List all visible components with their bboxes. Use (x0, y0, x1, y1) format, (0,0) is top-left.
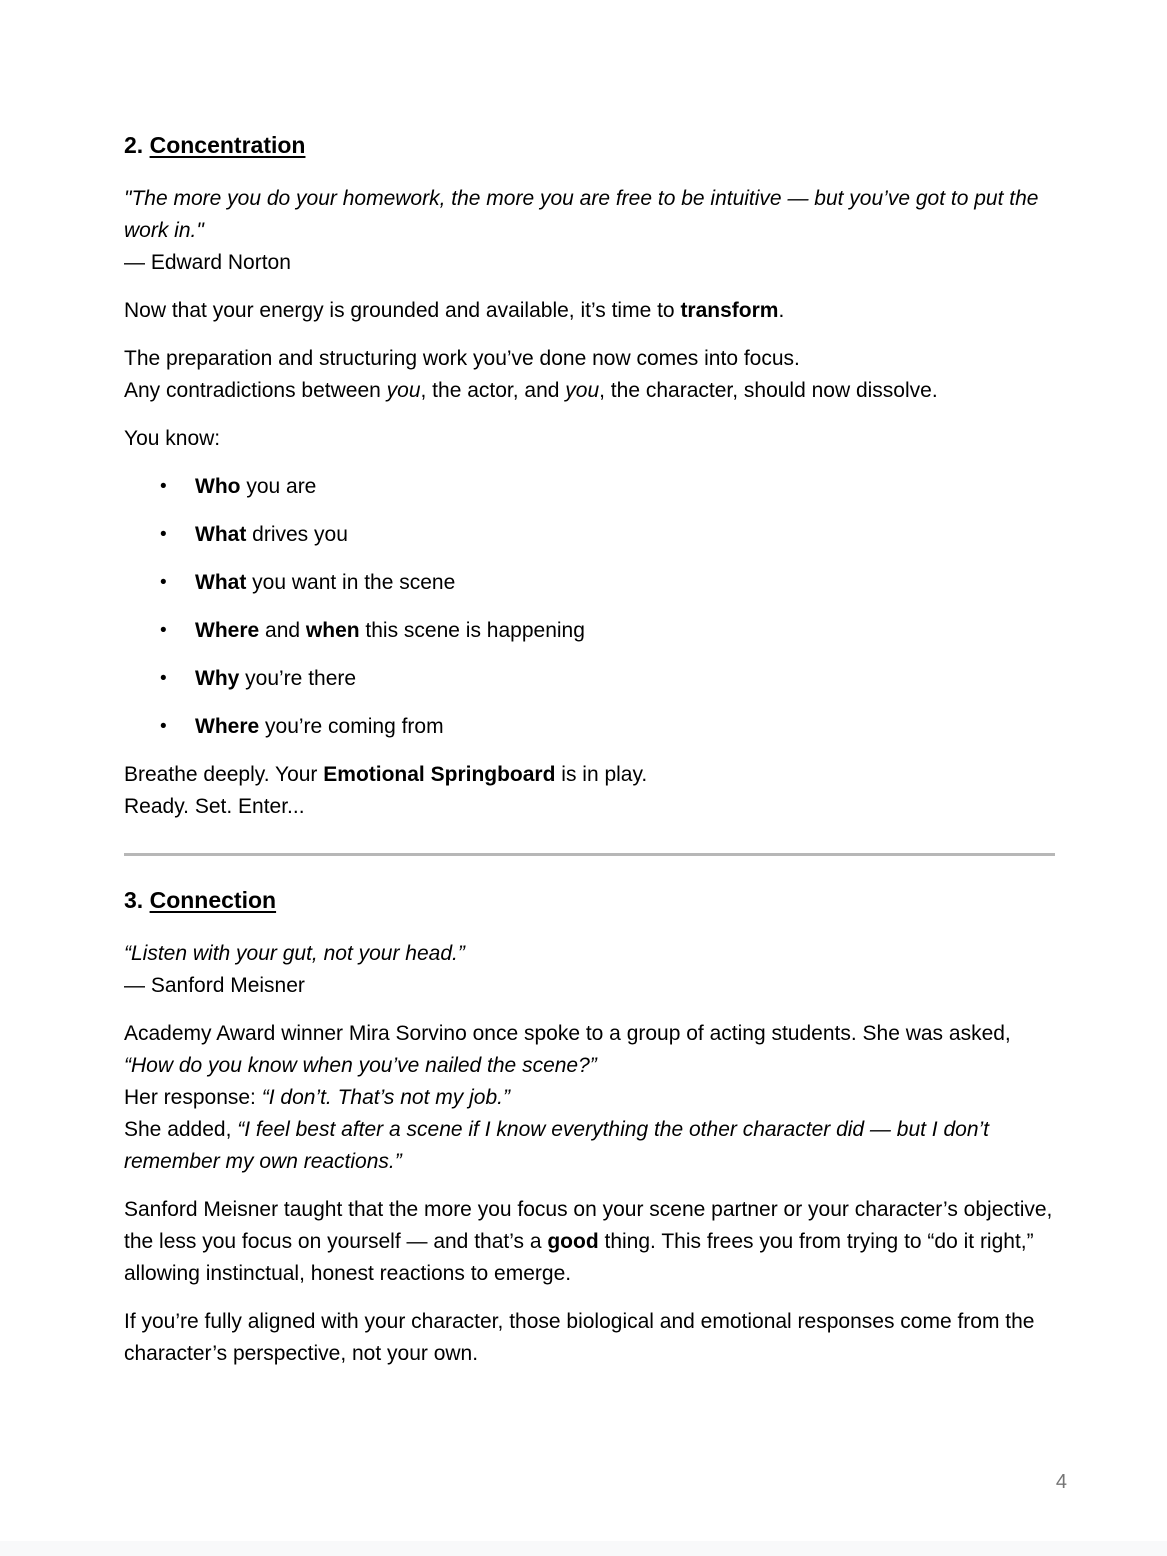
paragraph-you-know (124, 423, 1055, 455)
bullet-item (195, 711, 1055, 743)
bullet-item (195, 567, 1055, 599)
section-divider (124, 853, 1055, 856)
text-run: Where (195, 715, 260, 738)
bullet-item (195, 519, 1055, 551)
text-run: What (195, 571, 247, 594)
text-run: “Listen with your gut, not your head.” (124, 942, 465, 965)
text-run: this scene is happening (359, 619, 585, 642)
page-number: 4 (1055, 1471, 1067, 1493)
bullet-list-you-know (124, 471, 1055, 743)
text-run: Breathe deeply. Your (124, 763, 324, 786)
text-run: Sanford Meisner taught that the more you focus on your scene partner or your character’s objective, the less you focus on yourself — and that’s a (124, 1198, 1053, 1253)
text-run: Now that your energy is grounded and available, it’s time to (124, 299, 681, 322)
text-run: you’re coming from (259, 715, 444, 738)
text-run: Connection (149, 887, 277, 913)
text-run: The preparation and structuring work you’ve done now comes into focus. (124, 347, 800, 370)
text-run: She added, (124, 1118, 238, 1141)
paragraph-meisner-taught (124, 1194, 1055, 1290)
text-run: you want in the scene (246, 571, 456, 594)
text-run: Concentration (149, 132, 306, 158)
text-run: Emotional Springboard (323, 763, 556, 786)
text-run: “I don’t. That’s not my job.” (261, 1086, 510, 1109)
text-run: Ready. Set. Enter... (124, 795, 305, 818)
text-run: thing. This frees you from trying to “do it right,” allowing instinctual, honest reactions to emerge. (124, 1230, 1034, 1285)
quote-edward-norton (124, 183, 1055, 279)
text-run: — Sanford Meisner (124, 974, 305, 997)
text-run: 2. (124, 132, 150, 158)
paragraph-transform (124, 295, 1055, 327)
text-run: good (547, 1230, 599, 1253)
text-run: What (195, 523, 247, 546)
text-run: "The more you do your homework, the more you are free to be intuitive — but you’ve got to put the work in." (124, 187, 1039, 242)
text-run: Academy Award winner Mira Sorvino once spoke to a group of acting students. She was asked, (124, 1022, 1011, 1045)
text-run: , the actor, and (420, 379, 566, 402)
text-run: Where (195, 619, 260, 642)
text-run: If you’re fully aligned with your character, those biological and emotional responses come from the character’s perspective, not your own. (124, 1310, 1035, 1365)
text-run: “How do you know when you’ve nailed the scene?” (124, 1054, 597, 1077)
text-run: you’re there (239, 667, 357, 690)
text-run: “I feel best after a scene if I know everything the other character did — but I don’t remember my own reactions.” (124, 1118, 989, 1173)
text-run: and (259, 619, 306, 642)
quote-sanford-meisner (124, 938, 1055, 1002)
text-run: , the character, should now dissolve. (599, 379, 938, 402)
text-run: 3. (124, 887, 150, 913)
text-run: drives you (246, 523, 348, 546)
bullet-item (195, 471, 1055, 503)
text-run: You know: (124, 427, 221, 450)
text-run: when (305, 619, 360, 642)
paragraph-fully-aligned (124, 1306, 1055, 1370)
text-run: Any contradictions between (124, 379, 387, 402)
text-run: is in play. (555, 763, 648, 786)
text-run: you (386, 379, 421, 402)
bullet-item (195, 663, 1055, 695)
text-run: you are (240, 475, 317, 498)
paragraph-preparation (124, 343, 1055, 407)
section-heading-concentration (124, 131, 1055, 159)
text-run: Who (195, 475, 241, 498)
text-run: you (565, 379, 600, 402)
text-run: Why (195, 667, 240, 690)
text-run: transform (680, 299, 779, 322)
section-heading-connection (124, 886, 1055, 914)
paragraph-breathe (124, 759, 1055, 823)
text-run: Her response: (124, 1086, 262, 1109)
text-run: . (778, 299, 785, 322)
page-boundary (0, 1541, 1167, 1556)
text-run: — Edward Norton (124, 251, 291, 274)
bullet-item (195, 615, 1055, 647)
paragraph-mira-sorvino (124, 1018, 1055, 1178)
